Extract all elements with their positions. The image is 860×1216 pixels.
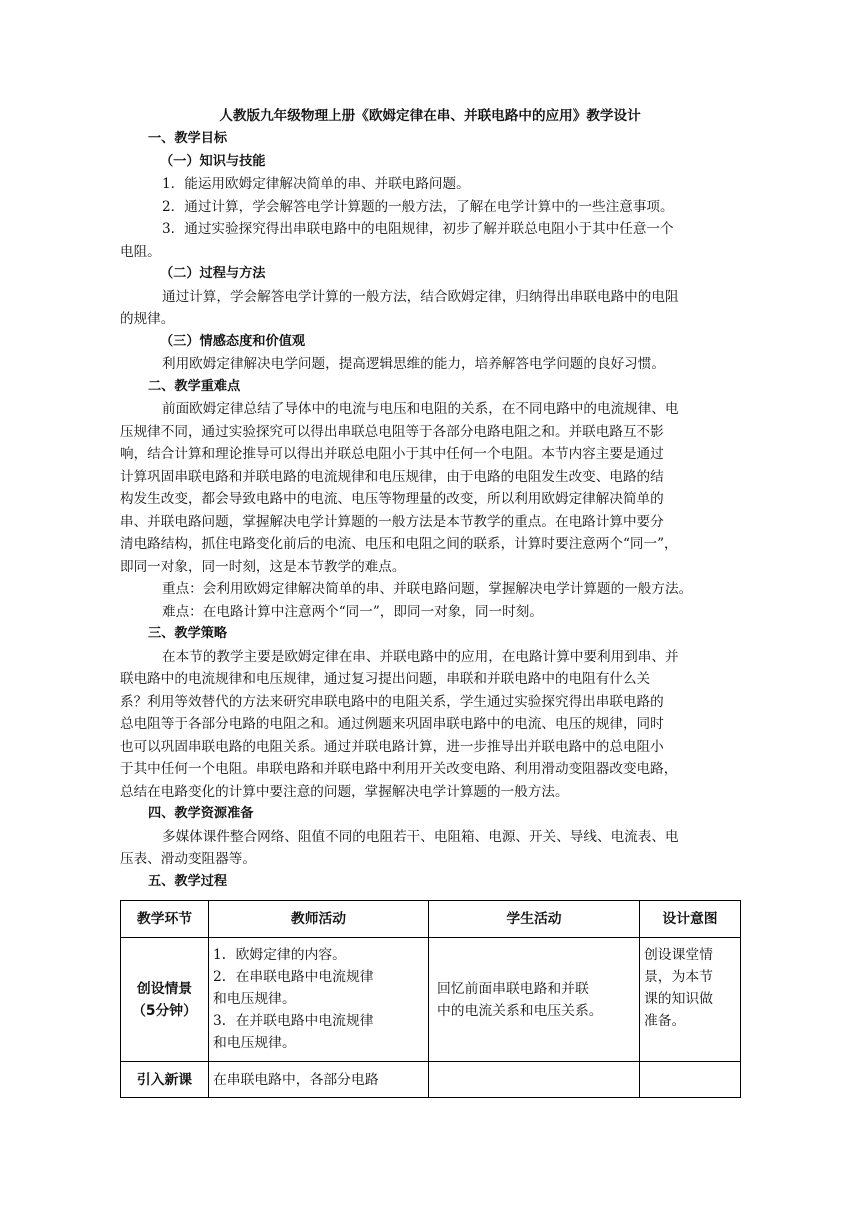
student-line: 回忆前面串联电路和并联 [437,980,589,997]
section-heading-key-points: 二、教学重难点 [148,378,241,394]
section-heading-goals: 一、教学目标 [148,131,228,146]
subheading-attitude: （三）情感态度和价值观 [160,333,306,349]
teaching-process-table [120,900,741,1098]
student-line: 中的电流关系和电压关系。 [437,1002,603,1019]
strategy-paragraph [120,646,740,804]
difficulty-line: 难点：在电路计算中注意两个“同一”，即同一对象，同一时刻。 [162,603,543,620]
document-body [120,104,740,893]
teacher-cell: 在串联电路中，各部分电路 [209,1062,429,1098]
attitude-line: 利用欧姆定律解决电学问题，提高逻辑思维的能力，培养解答电学问题的良好习惯。 [162,356,665,372]
paragraph-line: 计算巩固串联电路和并联电路的电流规律和电压规律，由于电路的电阻发生改变、电路的结 [120,468,664,485]
goal-item-3-line2: 电阻。 [120,243,161,260]
teacher-item: 3．在并联电路中电流规律 [213,1013,374,1029]
teacher-item: 和电压规律。 [213,1035,296,1051]
process-line1: 通过计算，学会解答电学计算的一般方法，结合欧姆定律，归纳得出串联电路中的电阻 [162,288,679,305]
teacher-item: 和电压规律。 [213,991,296,1007]
teacher-cell [209,938,429,1062]
subheading-process: （二）过程与方法 [160,266,266,281]
intent-line: 准备。 [644,1013,686,1029]
paragraph-line: 联电路中的电流规律和电压规律，通过复习提出问题，串联和并联电路中的电阻有什么关 [120,671,651,687]
header-stage: 教学环节 [121,901,209,938]
paragraph-line: 响，结合计算和理论推导可以得出并联总电阻小于其中任何一个电阻。本节内容主要是通过 [120,446,664,462]
section-heading-strategy: 三、教学策略 [148,626,228,641]
process-line2: 的规律。 [120,311,175,327]
header-intent: 设计意图 [640,901,741,938]
intent-line: 景，为本节 [644,969,713,985]
student-cell [429,1062,640,1098]
table-header-row [121,901,741,938]
goal-item-2: 2．通过计算，学会解答电学计算题的一般方法，了解在电学计算中的一些注意事项。 [162,198,674,215]
header-student: 学生活动 [429,901,640,938]
resources-line1: 多媒体课件整合网络、阻值不同的电阻若干、电阻箱、电源、开关、导线、电流表、电 [162,828,679,845]
key-point-line: 重点：会利用欧姆定律解决简单的串、并联电路问题，掌握解决电学计算题的一般方法。 [162,581,693,597]
stage-duration: （5分钟） [132,1002,197,1019]
paragraph-line: 也可以巩固串联电路的电阻关系。通过并联电路计算，进一步推导出并联电路中的总电阻小 [120,738,664,755]
document-title: 人教版九年级物理上册《欧姆定律在串、并联电路中的应用》教学设计 [219,108,641,124]
goal-item-3-line1: 3．通过实验探究得出串联电路中的电阻规律，初步了解并联总电阻小于其中任意一个 [162,221,674,237]
intent-line: 创设课堂情 [644,947,713,963]
section-heading-resources: 四、教学资源准备 [148,806,254,821]
stage-cell [121,938,209,1062]
paragraph-line: 清电路结构，抓住电路变化前后的电流、电压和电阻之间的联系，计算时要注意两个“同一”， [120,536,678,552]
intent-cell [640,1062,741,1098]
paragraph-line: 总电阻等于各部分电路的电阻之和。通过例题来巩固串联电路中的电流、电压的规律，同时 [120,716,664,732]
intent-cell [640,938,741,1062]
section-heading-process: 五、教学过程 [148,873,228,889]
subheading-knowledge: （一）知识与技能 [160,153,266,169]
goal-item-1: 1．能运用欧姆定律解决简单的串、并联电路问题。 [162,176,470,192]
paragraph-line: 总结在电路变化的计算中要注意的问题，掌握解决电学计算题的一般方法。 [120,783,569,800]
paragraph-line: 在本节的教学主要是欧姆定律在串、并联电路中的应用，在电路计算中要利用到串、并 [162,648,679,665]
paragraph-line: 串、并联电路问题，掌握解决电学计算题的一般方法是本节教学的重点。在电路计算中要分 [120,513,664,530]
paragraph-line: 前面欧姆定律总结了导体中的电流与电压和电阻的关系，在不同电路中的电流规律、电 [162,401,679,417]
paragraph-line: 即同一对象，同一时刻，这是本节教学的难点。 [120,558,406,575]
teacher-item: 2．在串联电路中电流规律 [213,969,374,985]
resources-line2: 压表、滑动变阻器等。 [120,851,256,867]
intent-line: 课的知识做 [644,991,713,1007]
stage-name: 创设情景 [136,980,193,997]
table-row [121,1062,741,1098]
paragraph-line: 压规律不同，通过实验探究可以得出串联总电阻等于各部分电路电阻之和。并联电路互不影 [120,423,664,440]
table-row [121,938,741,1062]
header-teacher: 教师活动 [209,901,429,938]
key-points-paragraph [120,398,740,578]
paragraph-line: 于其中任何一个电阻。串联电路和并联电路中利用开关改变电路、利用滑动变阻器改变电路， [120,761,678,777]
stage-cell: 引入新课 [121,1062,209,1098]
paragraph-line: 系？利用等效替代的方法来研究串联电路中的电阻关系，学生通过实验探究得出串联电路的 [120,693,664,710]
student-cell [429,938,640,1062]
teacher-item: 1．欧姆定律的内容。 [213,947,346,963]
paragraph-line: 构发生改变，都会导致电路中的电流、电压等物理量的改变，所以利用欧姆定律解决简单的 [120,491,664,507]
